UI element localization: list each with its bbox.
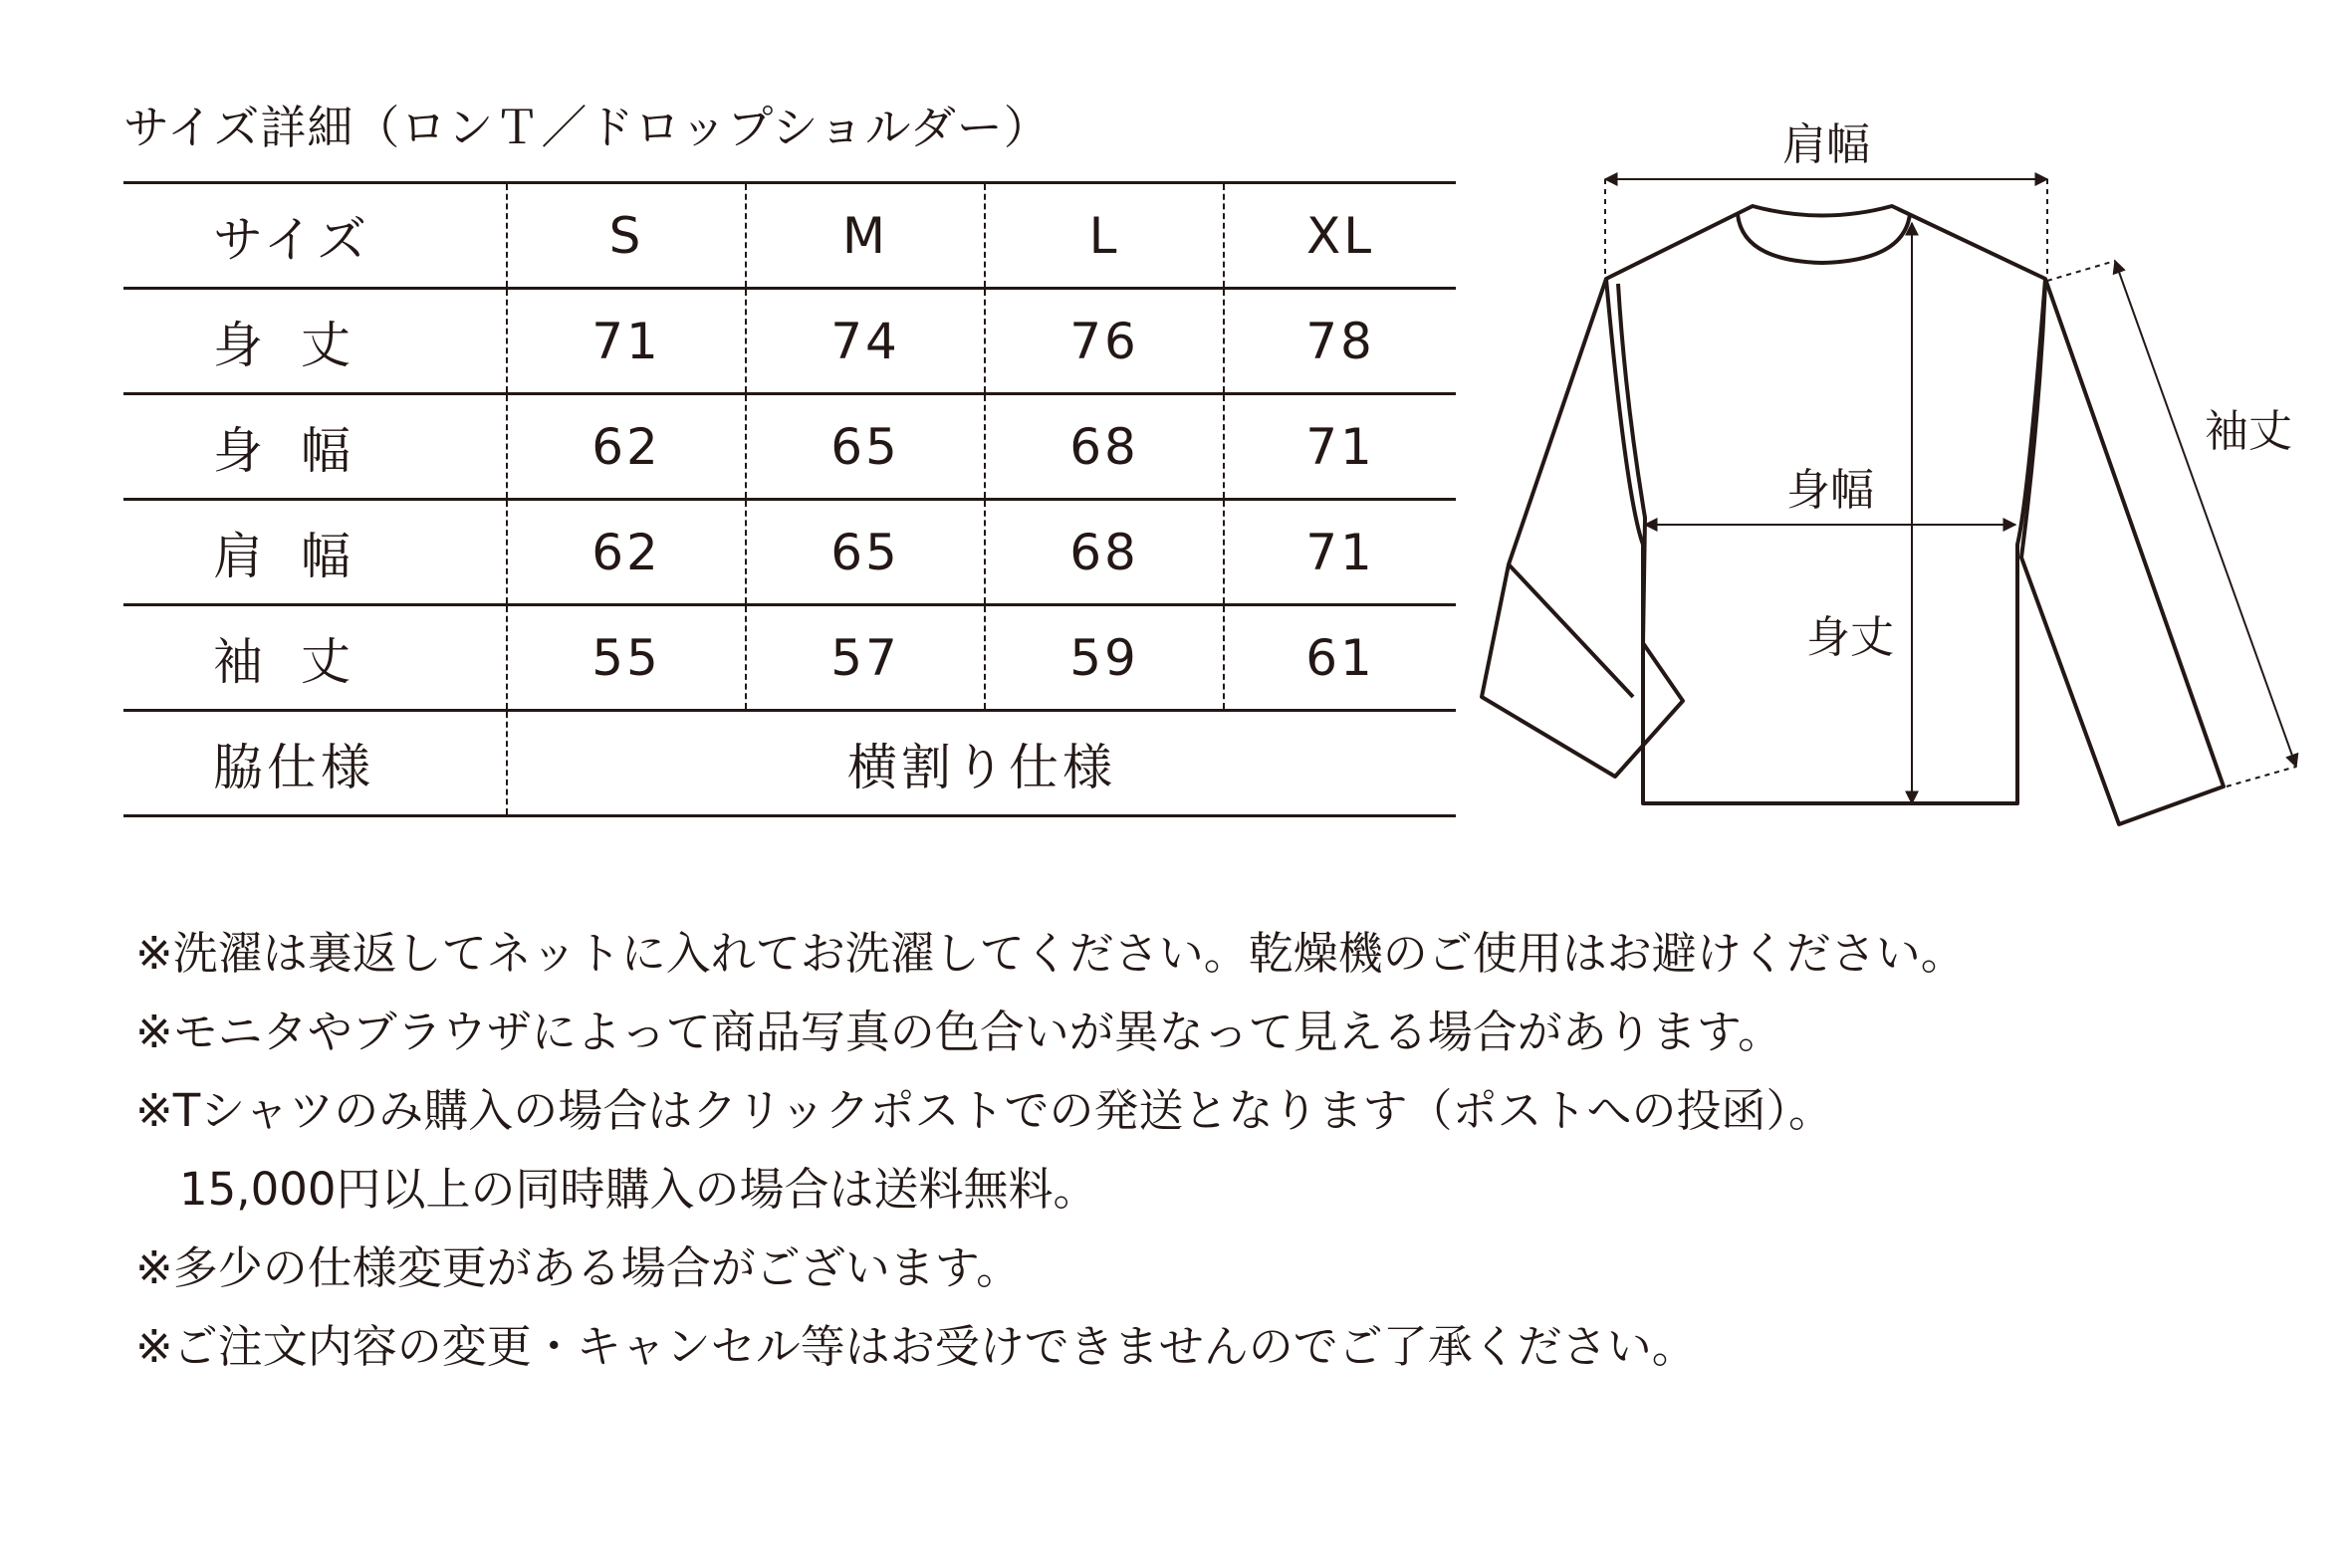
row-label-sleeve-length: 袖丈 bbox=[123, 605, 507, 711]
note-item: ※Tシャツのみ購入の場合はクリックポストでの発送となります（ポストへの投函）。 bbox=[135, 1084, 1833, 1137]
note-item: ※ご注文内容の変更・キャンセル等はお受けできませんのでご了承ください。 bbox=[135, 1320, 1697, 1373]
row-label-side-spec: 脇仕様 bbox=[123, 711, 507, 816]
table-cell: 68 bbox=[985, 500, 1224, 605]
label-shoulder-width: 肩幅 bbox=[1782, 119, 1870, 170]
row-label-shoulder-width: 肩幅 bbox=[123, 500, 507, 605]
table-cell: 55 bbox=[507, 605, 746, 711]
table-cell: 74 bbox=[746, 289, 985, 394]
note-item: ※多少の仕様変更がある場合がございます。 bbox=[135, 1241, 1022, 1294]
table-cell: 65 bbox=[746, 500, 985, 605]
table-row bbox=[123, 394, 1456, 500]
note-item: ※洗濯は裏返してネットに入れてお洗濯してください。乾燥機のご使用はお避けください。 bbox=[135, 927, 1966, 980]
note-item: 15,000円以上の同時購入の場合は送料無料。 bbox=[179, 1163, 1098, 1216]
table-cell: 62 bbox=[507, 500, 746, 605]
table-cell: 71 bbox=[1224, 394, 1456, 500]
header-size-label: サイズ bbox=[123, 183, 507, 289]
label-body-length: 身丈 bbox=[1806, 612, 1894, 663]
table-cell: 62 bbox=[507, 394, 746, 500]
notes-list bbox=[135, 914, 1966, 1386]
side-spec-value: 横割り仕様 bbox=[507, 711, 1456, 816]
note-item: ※モニタやブラウザによって商品写真の色合いが異なって見える場合があります。 bbox=[135, 1006, 1783, 1058]
table-row bbox=[123, 500, 1456, 605]
table-row-side-spec bbox=[123, 711, 1456, 816]
header-size-xl: XL bbox=[1224, 183, 1456, 289]
table-cell: 76 bbox=[985, 289, 1224, 394]
table-cell: 57 bbox=[746, 605, 985, 711]
page-title: サイズ詳細（ロンＴ／ドロップショルダー） bbox=[123, 101, 1051, 154]
table-header-row bbox=[123, 183, 1456, 289]
measurement-lines bbox=[1605, 179, 2296, 803]
table-cell: 78 bbox=[1224, 289, 1456, 394]
table-row bbox=[123, 289, 1456, 394]
table-cell: 65 bbox=[746, 394, 985, 500]
size-table bbox=[123, 181, 1456, 817]
row-label-body-length: 身丈 bbox=[123, 289, 507, 394]
header-size-m: M bbox=[746, 183, 985, 289]
header-size-s: S bbox=[507, 183, 746, 289]
label-sleeve-length: 袖丈 bbox=[2205, 406, 2292, 457]
table-cell: 71 bbox=[507, 289, 746, 394]
table-cell: 59 bbox=[985, 605, 1224, 711]
table-cell: 61 bbox=[1224, 605, 1456, 711]
header-size-l: L bbox=[985, 183, 1224, 289]
table-cell: 71 bbox=[1224, 500, 1456, 605]
table-row bbox=[123, 605, 1456, 711]
label-body-width: 身幅 bbox=[1786, 465, 1874, 516]
tshirt-outline bbox=[1482, 206, 2224, 824]
table-cell: 68 bbox=[985, 394, 1224, 500]
row-label-body-width: 身幅 bbox=[123, 394, 507, 500]
